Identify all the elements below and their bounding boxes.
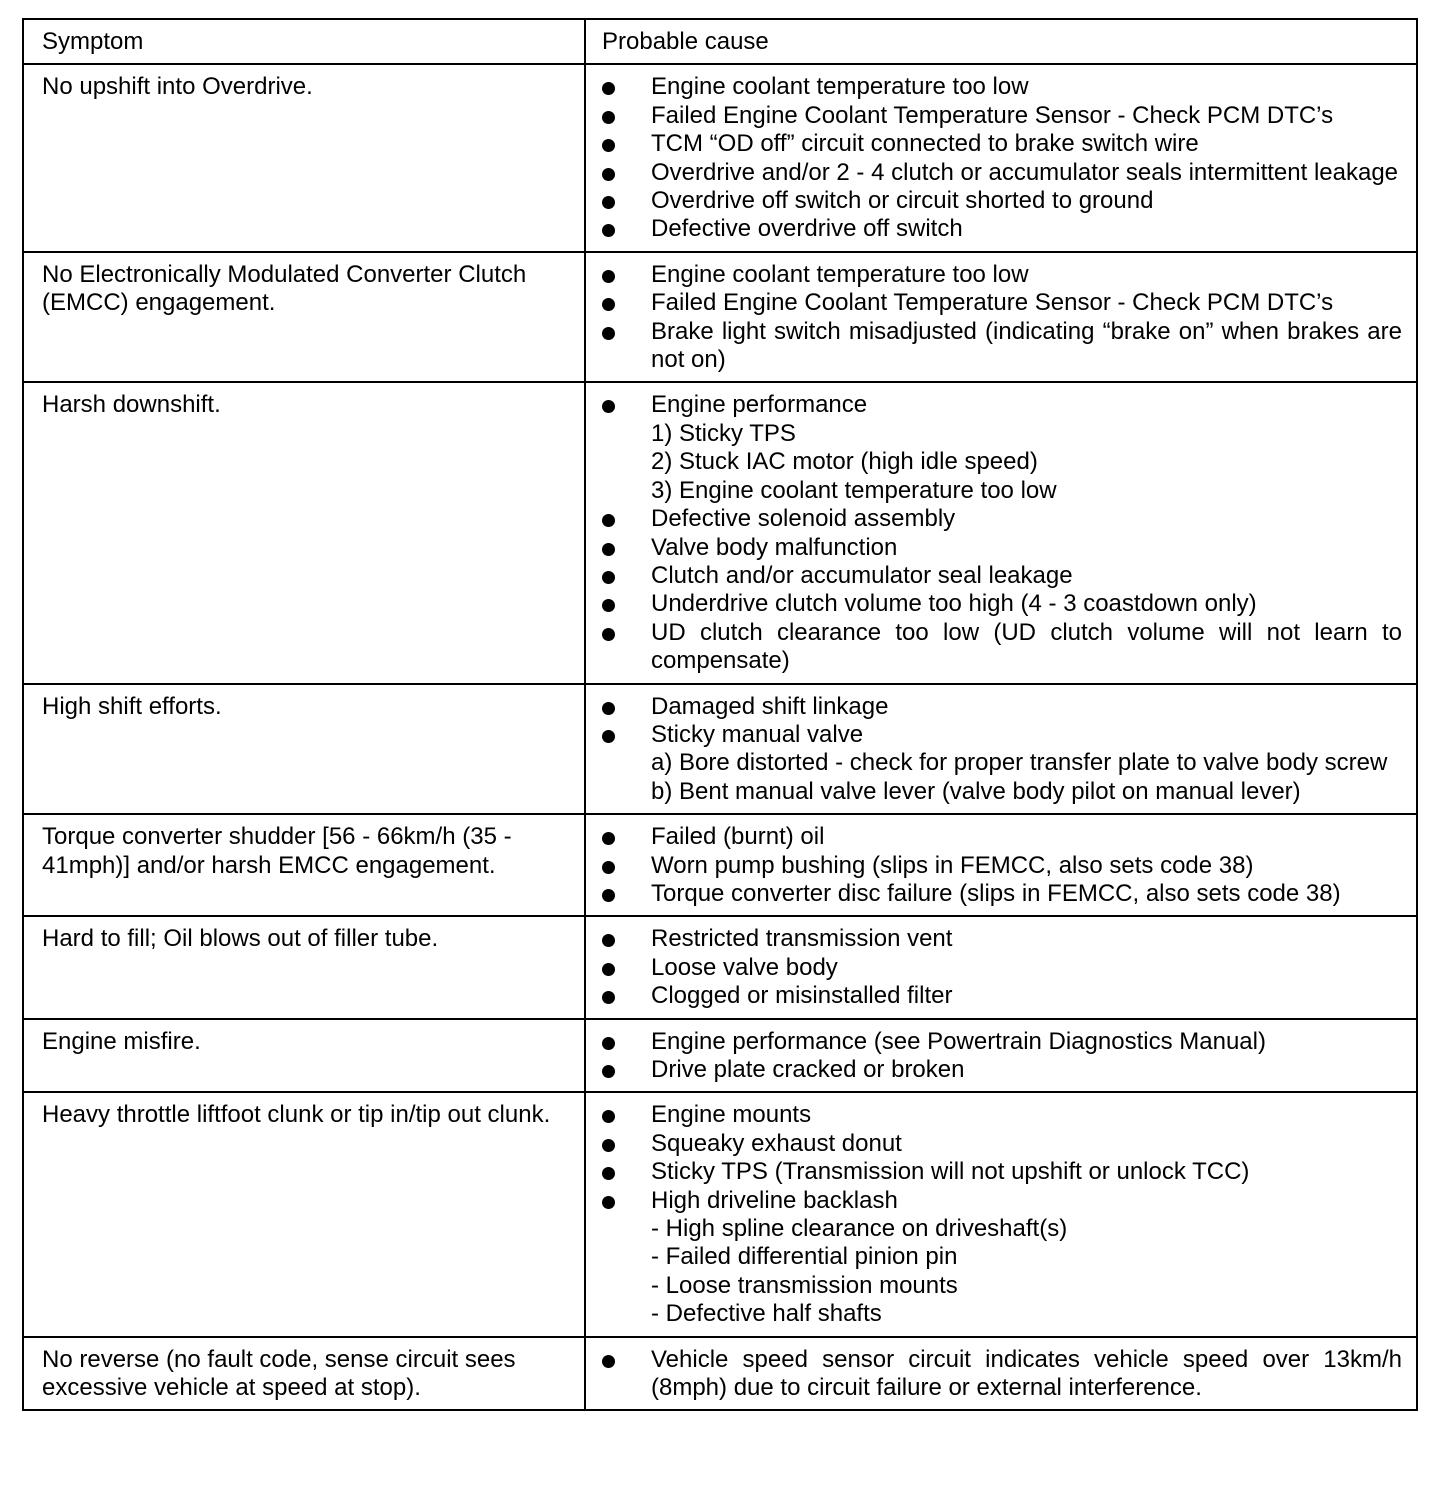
- probable-cause-cell: [585, 814, 1417, 916]
- cause-subitem: [602, 1272, 1402, 1300]
- symptom-text: Heavy throttle liftfoot clunk or tip in/tip out clunk.: [42, 1101, 551, 1129]
- cause-text: Worn pump bushing (slips in FEMCC, also sets code 38): [651, 851, 1254, 879]
- bullet-icon: [602, 1056, 651, 1078]
- cause-text: Brake light switch misadjusted (indicating “brake on” when brakes are not on): [651, 317, 1402, 374]
- cause-item: [602, 102, 1402, 130]
- cause-text: b) Bent manual valve lever (valve body pilot on manual lever): [651, 777, 1301, 805]
- cause-text: Engine mounts: [651, 1101, 812, 1129]
- probable-cause-column-header: Probable cause: [585, 19, 1417, 64]
- bullet-icon: [602, 420, 651, 429]
- bullet-icon: [602, 1300, 651, 1309]
- symptom-cell: [23, 382, 585, 683]
- probable-cause-cell: [585, 1092, 1417, 1336]
- cause-item: [602, 73, 1402, 101]
- bullet-icon: [602, 448, 651, 457]
- bullet-icon: [602, 318, 651, 340]
- cause-item: [602, 562, 1402, 590]
- cause-text: - Failed differential pinion pin: [651, 1243, 958, 1271]
- cause-item: [602, 318, 1402, 375]
- probable-cause-cell: [585, 1337, 1417, 1411]
- probable-cause-cell: [585, 64, 1417, 251]
- bullet-icon: [602, 852, 651, 874]
- cause-text: Engine performance (see Powertrain Diagnostics Manual): [651, 1027, 1266, 1055]
- bullet-icon: [602, 1215, 651, 1224]
- cause-text: Restricted transmission vent: [651, 925, 953, 953]
- cause-text: Clutch and/or accumulator seal leakage: [651, 561, 1073, 589]
- cause-item: [602, 289, 1402, 317]
- cause-text: Clogged or misinstalled filter: [651, 982, 953, 1010]
- symptom-text: Engine misfire.: [42, 1027, 201, 1055]
- symptom-cell: [23, 916, 585, 1018]
- bullet-icon: [602, 1243, 651, 1252]
- cause-item: [602, 391, 1402, 419]
- table-header-row: [23, 19, 1417, 64]
- cause-text: TCM “OD off” circuit connected to brake switch wire: [651, 130, 1199, 158]
- symptom-cell: [23, 1092, 585, 1336]
- bullet-icon: [602, 693, 651, 715]
- symptom-text: Hard to fill; Oil blows out of filler tube.: [42, 925, 439, 953]
- bullet-icon: [602, 102, 651, 124]
- symptom-cell: [23, 64, 585, 251]
- symptom-text: No reverse (no fault code, sense circuit sees excessive vehicle at speed at stop).: [42, 1345, 516, 1402]
- cause-item: [602, 1101, 1402, 1129]
- cause-item: [602, 925, 1402, 953]
- symptom-cell: [23, 252, 585, 383]
- cause-text: Damaged shift linkage: [651, 692, 889, 720]
- cause-item: [602, 693, 1402, 721]
- bullet-icon: [602, 1272, 651, 1281]
- bullet-icon: [602, 1187, 651, 1209]
- cause-text: Squeaky exhaust donut: [651, 1129, 902, 1157]
- diagnosis-table: [22, 18, 1418, 1411]
- cause-item: [602, 159, 1402, 187]
- cause-text: Loose valve body: [651, 953, 838, 981]
- cause-text: Torque converter disc failure (slips in FEMCC, also sets code 38): [651, 879, 1341, 907]
- symptom-cell: [23, 814, 585, 916]
- cause-subitem: [602, 749, 1402, 777]
- cause-text: 2) Stuck IAC motor (high idle speed): [651, 448, 1038, 476]
- cause-item: [602, 852, 1402, 880]
- cause-text: Overdrive off switch or circuit shorted to ground: [651, 187, 1154, 215]
- bullet-icon: [602, 534, 651, 556]
- cause-text: Defective solenoid assembly: [651, 505, 956, 533]
- cause-text: Valve body malfunction: [651, 533, 898, 561]
- cause-text: Vehicle speed sensor circuit indicates vehicle speed over 13km/h (8mph) due to circuit failure or external interference.: [651, 1345, 1402, 1402]
- cause-text: a) Bore distorted - check for proper transfer plate to valve body screw: [651, 749, 1388, 777]
- table-row: [23, 1092, 1417, 1336]
- cause-item: [602, 1130, 1402, 1158]
- symptom-cell: [23, 1337, 585, 1411]
- cause-subitem: [602, 448, 1402, 476]
- bullet-icon: [602, 1028, 651, 1050]
- diagnosis-page: [22, 18, 1416, 1411]
- cause-text: 3) Engine coolant temperature too low: [651, 476, 1057, 504]
- probable-cause-cell: [585, 252, 1417, 383]
- cause-subitem: [602, 1300, 1402, 1328]
- bullet-icon: [602, 778, 651, 787]
- symptom-text: Harsh downshift.: [42, 391, 221, 419]
- table-row: [23, 382, 1417, 683]
- bullet-icon: [602, 215, 651, 237]
- cause-item: [602, 590, 1402, 618]
- bullet-icon: [602, 477, 651, 486]
- cause-subitem: [602, 420, 1402, 448]
- diagnosis-table-body: [23, 19, 1417, 1410]
- cause-subitem: [602, 1215, 1402, 1243]
- table-row: [23, 916, 1417, 1018]
- bullet-icon: [602, 880, 651, 902]
- probable-cause-cell: [585, 382, 1417, 683]
- cause-text: Failed Engine Coolant Temperature Sensor - Check PCM DTC’s: [651, 101, 1334, 129]
- bullet-icon: [602, 590, 651, 612]
- bullet-icon: [602, 823, 651, 845]
- table-row: [23, 252, 1417, 383]
- symptom-text: No Electronically Modulated Converter Clutch (EMCC) engagement.: [42, 260, 527, 317]
- bullet-icon: [602, 954, 651, 976]
- bullet-icon: [602, 1158, 651, 1180]
- bullet-icon: [602, 73, 651, 95]
- bullet-icon: [602, 721, 651, 743]
- cause-item: [602, 187, 1402, 215]
- symptom-cell: [23, 684, 585, 815]
- cause-item: [602, 823, 1402, 851]
- bullet-icon: [602, 925, 651, 947]
- cause-item: [602, 721, 1402, 749]
- bullet-icon: [602, 187, 651, 209]
- cause-subitem: [602, 1243, 1402, 1271]
- symptom-text: No upshift into Overdrive.: [42, 73, 313, 101]
- bullet-icon: [602, 1101, 651, 1123]
- cause-text: Underdrive clutch volume too high (4 - 3 coastdown only): [651, 590, 1257, 618]
- bullet-icon: [602, 159, 651, 181]
- cause-item: [602, 1056, 1402, 1084]
- bullet-icon: [602, 505, 651, 527]
- table-row: [23, 684, 1417, 815]
- cause-text: High driveline backlash: [651, 1186, 898, 1214]
- cause-item: [602, 880, 1402, 908]
- cause-item: [602, 1028, 1402, 1056]
- cause-text: Overdrive and/or 2 - 4 clutch or accumulator seals intermittent leakage: [651, 158, 1399, 186]
- bullet-icon: [602, 289, 651, 311]
- probable-cause-cell: [585, 916, 1417, 1018]
- bullet-icon: [602, 562, 651, 584]
- cause-item: [602, 1346, 1402, 1403]
- cause-subitem: [602, 778, 1402, 806]
- cause-subitem: [602, 477, 1402, 505]
- cause-item: [602, 534, 1402, 562]
- cause-item: [602, 619, 1402, 676]
- cause-item: [602, 261, 1402, 289]
- cause-text: Sticky manual valve: [651, 720, 864, 748]
- bullet-icon: [602, 619, 651, 641]
- cause-text: - Loose transmission mounts: [651, 1271, 958, 1299]
- bullet-icon: [602, 749, 651, 758]
- cause-text: Failed (burnt) oil: [651, 823, 825, 851]
- cause-item: [602, 505, 1402, 533]
- symptom-cell: [23, 1019, 585, 1093]
- cause-text: Engine performance: [651, 391, 868, 419]
- probable-cause-cell: [585, 1019, 1417, 1093]
- cause-item: [602, 1187, 1402, 1215]
- bullet-icon: [602, 261, 651, 283]
- cause-text: - Defective half shafts: [651, 1300, 882, 1328]
- table-row: [23, 64, 1417, 251]
- table-row: [23, 1337, 1417, 1411]
- bullet-icon: [602, 982, 651, 1004]
- cause-text: Engine coolant temperature too low: [651, 73, 1029, 101]
- cause-item: [602, 130, 1402, 158]
- cause-text: Engine coolant temperature too low: [651, 260, 1029, 288]
- cause-item: [602, 954, 1402, 982]
- probable-cause-cell: [585, 684, 1417, 815]
- cause-text: Defective overdrive off switch: [651, 215, 963, 243]
- bullet-icon: [602, 130, 651, 152]
- bullet-icon: [602, 391, 651, 413]
- symptom-text: High shift efforts.: [42, 692, 222, 720]
- bullet-icon: [602, 1346, 651, 1368]
- cause-text: UD clutch clearance too low (UD clutch volume will not learn to compensate): [651, 618, 1402, 675]
- cause-text: - High spline clearance on driveshaft(s): [651, 1215, 1068, 1243]
- cause-text: Drive plate cracked or broken: [651, 1056, 965, 1083]
- cause-item: [602, 1158, 1402, 1186]
- symptom-text: Torque converter shudder [56 - 66km/h (35 - 41mph)] and/or harsh EMCC engagement.: [42, 823, 512, 879]
- cause-item: [602, 215, 1402, 243]
- cause-text: Failed Engine Coolant Temperature Sensor - Check PCM DTC’s: [651, 289, 1334, 317]
- symptom-column-header: Symptom: [23, 19, 585, 64]
- bullet-icon: [602, 1130, 651, 1152]
- table-row: [23, 1019, 1417, 1093]
- cause-item: [602, 982, 1402, 1010]
- table-row: [23, 814, 1417, 916]
- cause-text: 1) Sticky TPS: [651, 419, 796, 447]
- cause-text: Sticky TPS (Transmission will not upshift or unlock TCC): [651, 1158, 1250, 1186]
